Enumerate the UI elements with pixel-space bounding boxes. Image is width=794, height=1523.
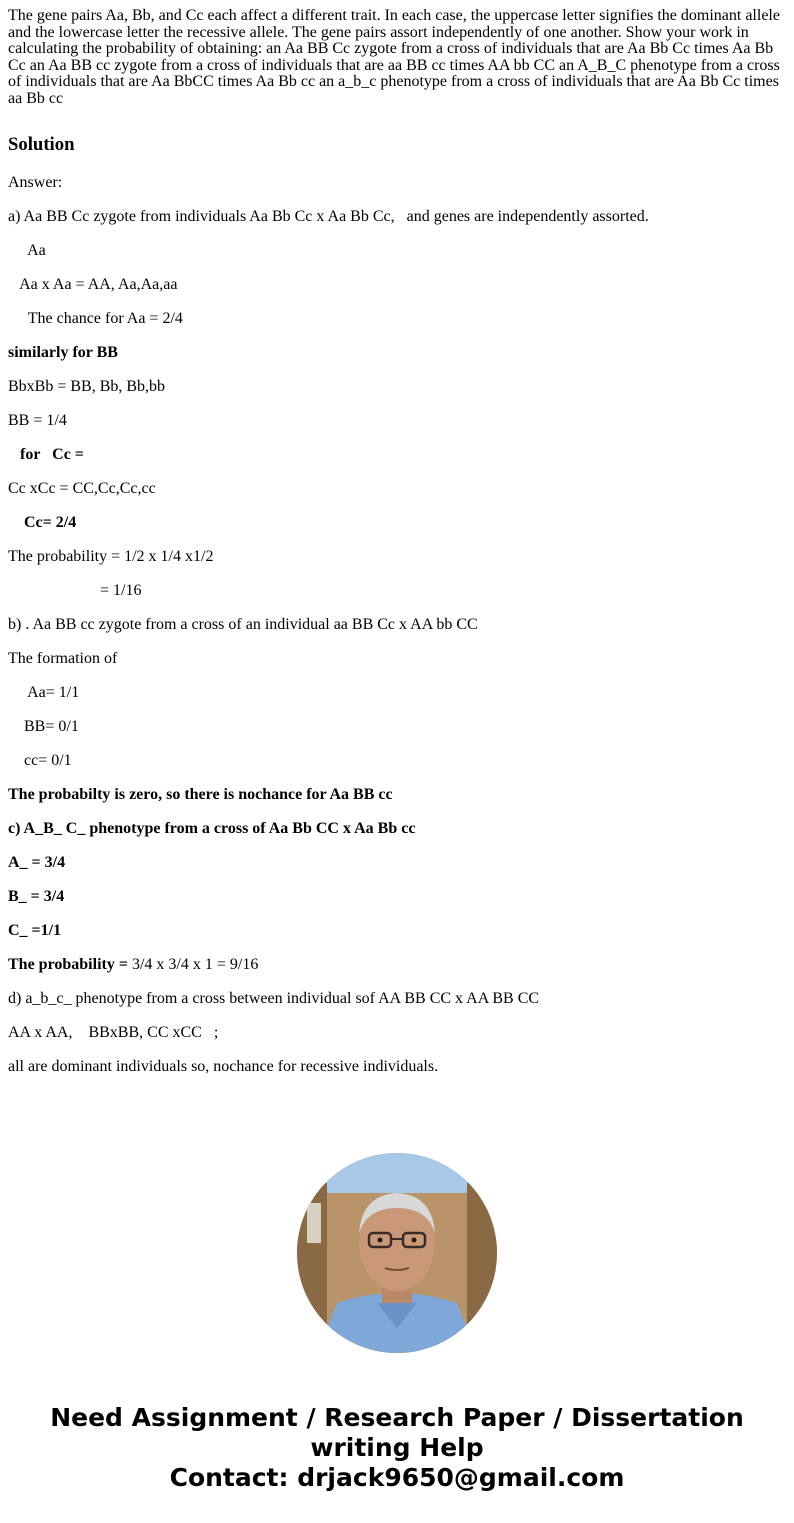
probability-value: 3/4 x 3/4 x 1 = 9/16 bbox=[131, 956, 259, 973]
answer-line: Aa= 1/1 bbox=[8, 684, 80, 701]
answer-line: B_ = 3/4 bbox=[8, 888, 65, 905]
footer-promo bbox=[0, 1403, 794, 1493]
answer-line: AA x AA, BBxBB, CC xCC ; bbox=[8, 1024, 219, 1041]
answer-line: The formation of bbox=[8, 650, 118, 667]
answer-line: Cc= 2/4 bbox=[8, 514, 77, 531]
footer-line-2: writing Help bbox=[310, 1433, 484, 1462]
part-d-heading: d) a_b_c_ phenotype from a cross between individual sof AA BB CC x AA BB CC bbox=[8, 990, 540, 1007]
answer-label: Answer: bbox=[8, 174, 63, 191]
question-text: The gene pairs Aa, Bb, and Cc each affect a different trait. In each case, the uppercase letter signifies the dominant allele and the lowercase letter the recessive allele. The gene pairs assort independently of one another. Show your work in calculating the probability of obtaining: an Aa BB Cc zygote from a cross of individuals that are Aa Bb Cc times Aa Bb Cc an Aa BB cc zygote from a cross of individuals that are aa BB cc times AA bb CC an A_B_C phenotype from a cross of individuals that are Aa BbCC times Aa Bb cc an a_b_c phenotype from a cross of individuals that are Aa Bb Cc times aa Bb cc bbox=[8, 7, 780, 107]
answer-line: = 1/16 bbox=[8, 582, 142, 599]
probability-label: The probability = bbox=[8, 956, 132, 973]
footer-line-1: Need Assignment / Research Paper / Dissertation bbox=[50, 1403, 744, 1432]
part-a-heading: a) Aa BB Cc zygote from individuals Aa Bb Cc x Aa Bb Cc, and genes are independently assorted. bbox=[8, 208, 649, 225]
answer-line: Aa bbox=[8, 242, 46, 259]
answer-line: The probabilty is zero, so there is nochance for Aa BB cc bbox=[8, 786, 393, 803]
answer-line: similarly for BB bbox=[8, 344, 118, 361]
answer-line: cc= 0/1 bbox=[8, 752, 72, 769]
footer-contact: Contact: drjack9650@gmail.com bbox=[169, 1463, 625, 1492]
solution-heading: Solution bbox=[8, 134, 75, 155]
answer-line: A_ = 3/4 bbox=[8, 854, 66, 871]
answer-body bbox=[8, 174, 788, 1092]
part-c-heading: c) A_B_ C_ phenotype from a cross of Aa Bb CC x Aa Bb cc bbox=[8, 820, 416, 837]
answer-line: all are dominant individuals so, nochance for recessive individuals. bbox=[8, 1058, 439, 1075]
part-b-heading: b) . Aa BB cc zygote from a cross of an individual aa BB Cc x AA bb CC bbox=[8, 616, 478, 633]
answer-line bbox=[8, 956, 788, 990]
answer-line: Aa x Aa = AA, Aa,Aa,aa bbox=[8, 276, 178, 293]
answer-line: BB= 0/1 bbox=[8, 718, 79, 735]
answer-line: The probability = 1/2 x 1/4 x1/2 bbox=[8, 548, 214, 565]
answer-line: BbxBb = BB, Bb, Bb,bb bbox=[8, 378, 166, 395]
answer-line: Cc xCc = CC,Cc,Cc,cc bbox=[8, 480, 156, 497]
answer-line: The chance for Aa = 2/4 bbox=[8, 310, 183, 327]
answer-line: for Cc = bbox=[8, 446, 84, 463]
answer-line: BB = 1/4 bbox=[8, 412, 67, 429]
answer-line: C_ =1/1 bbox=[8, 922, 62, 939]
author-avatar bbox=[297, 1153, 497, 1353]
